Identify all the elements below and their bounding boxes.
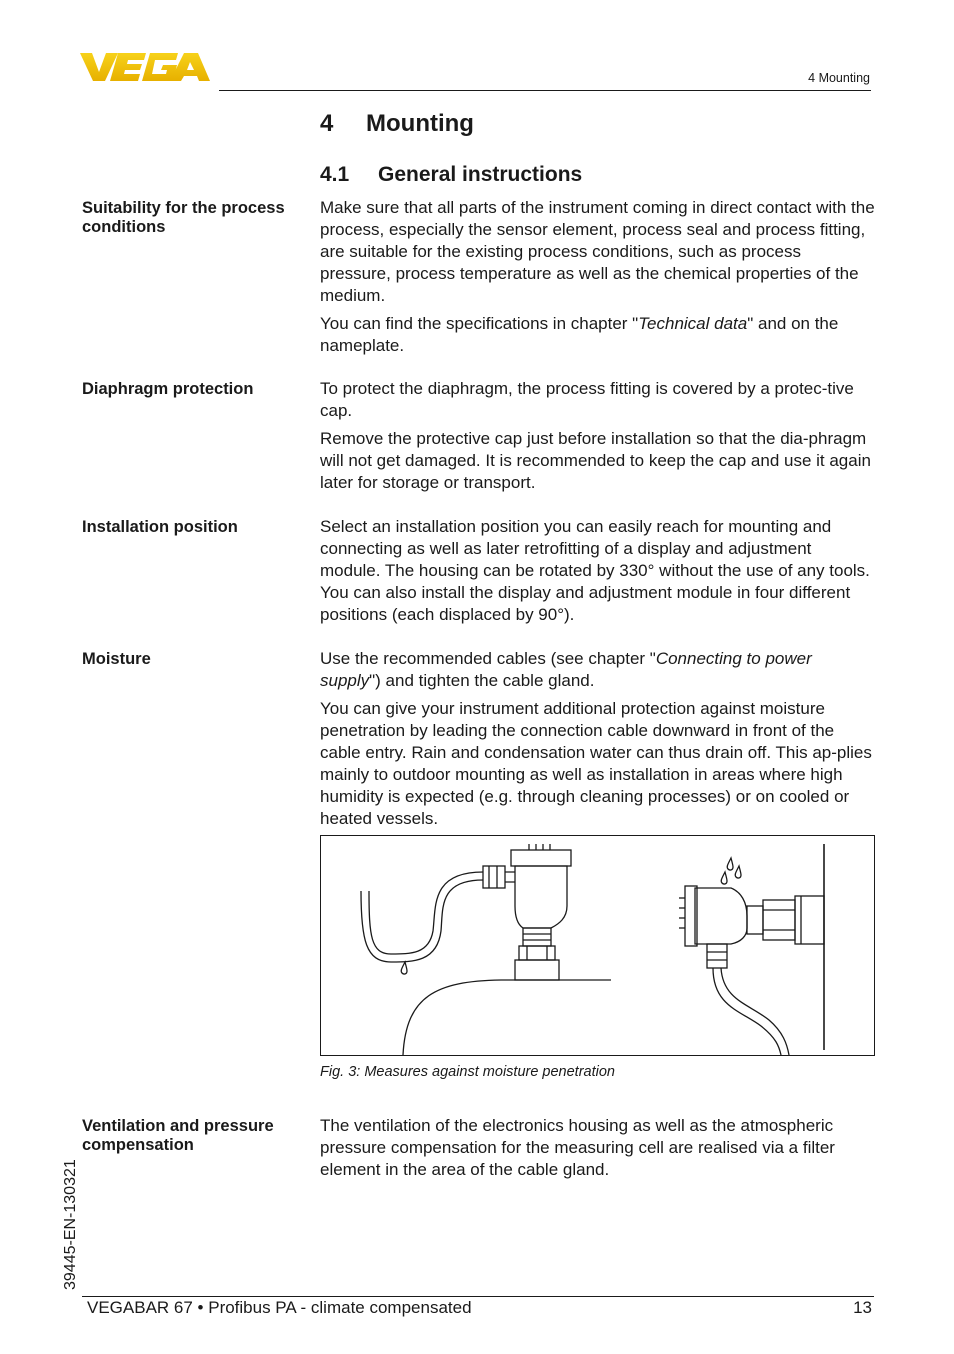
section-title-text: General instructions <box>378 163 583 186</box>
paragraph: Remove the protective cap just before installation so that the dia-phragm will not get damaged. It is recommended to keep the cap and use it again later for storage or transport. <box>320 429 871 492</box>
page-number: 13 <box>853 1298 872 1317</box>
label-ventilation: Ventilation and pressure compensation <box>82 1117 274 1154</box>
sensor-housing <box>515 866 567 928</box>
figure-moisture <box>320 835 875 1056</box>
hex-nut <box>519 946 555 960</box>
cable-loop <box>369 872 483 954</box>
section-title <box>320 163 582 187</box>
label-moisture: Moisture <box>82 650 151 668</box>
water-drops <box>721 858 741 884</box>
document-number: 39445-EN-130321 <box>62 1159 79 1290</box>
paragraph: Use the recommended cables (see chapter "Connecting to power supply") and tighten the cable gland. <box>320 649 812 690</box>
chapter-title-text: Mounting <box>366 110 474 137</box>
text-suitability <box>320 197 876 363</box>
chapter-title <box>320 110 474 138</box>
paragraph: Make sure that all parts of the instrument coming in direct contact with the process, especially the sensor element, process seal and process fitting, are suitable for the existing process conditions, such as process pressure, process temperature as well as the chemical properties of the medium. <box>320 198 875 305</box>
header-section-ref: 4 Mounting <box>808 71 870 85</box>
sensor-housing-horizontal <box>695 888 747 944</box>
label-suitability: Suitability for the process conditions <box>82 199 285 236</box>
housing-lid <box>511 850 571 866</box>
cable-gland <box>483 866 505 888</box>
header-divider <box>219 90 871 91</box>
chapter-number: 4 <box>320 110 334 137</box>
process-fitting <box>515 960 559 980</box>
paragraph: You can find the specifications in chapter "Technical data" and on the nameplate. <box>320 314 839 355</box>
label-diaphragm-protection: Diaphragm protection <box>82 380 254 398</box>
sensor-neck-horizontal <box>747 906 763 934</box>
vega-logo <box>80 50 212 84</box>
paragraph: To protect the diaphragm, the process fitting is covered by a protec-tive cap. <box>320 379 854 420</box>
wall-flange <box>795 896 824 944</box>
cable-gland-horizontal <box>707 944 727 968</box>
sensor-neck <box>523 928 551 946</box>
label-installation-position: Installation position <box>82 518 238 536</box>
figure-caption: Fig. 3: Measures against moisture penetration <box>320 1064 615 1080</box>
footer-divider <box>82 1296 874 1297</box>
water-drop <box>401 962 407 974</box>
paragraph: You can give your instrument additional protection against moisture penetration by leading the connection cable downward in front of the cable entry. Rain and condensation water can thus drain off. This ap-plies mainly to outdoor mounting as well as installation in areas where high humidity is expected (e.g. through cleaning processes) or on cooled or heated vessels. <box>320 699 872 828</box>
moisture-diagram <box>321 836 874 1055</box>
section-number: 4.1 <box>320 163 350 186</box>
paragraph: Select an installation position you can easily reach for mounting and connecting as well as later retrofitting of a display and adjustment module. The housing can be rotated by 330° without the use of any tools. You can also install the display and adjustment module in four different positions (each displaced by 90°). <box>320 517 870 624</box>
text-diaphragm-protection <box>320 378 876 500</box>
text-moisture <box>320 648 876 836</box>
vessel-outline <box>403 980 611 1055</box>
footer-doc-title: VEGABAR 67 • Profibus PA - climate compensated <box>87 1298 472 1317</box>
hex-nut-horizontal <box>763 900 795 940</box>
paragraph: The ventilation of the electronics housing as well as the atmospheric pressure compensation for the measuring cell are realised via a filter element in the area of the cable gland. <box>320 1116 835 1179</box>
text-ventilation <box>320 1115 876 1187</box>
text-installation-position <box>320 516 876 632</box>
